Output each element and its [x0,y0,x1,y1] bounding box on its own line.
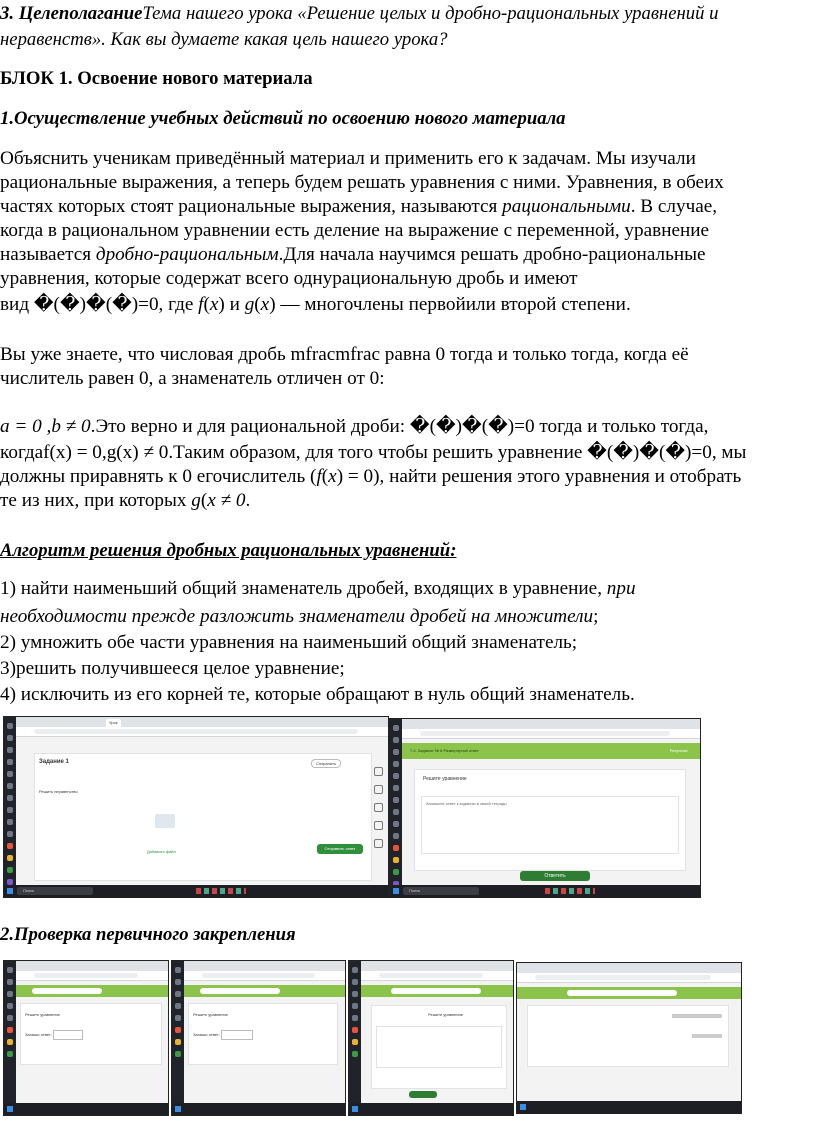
algorithm-step3: 3)решить получившееся целое уравнение; [0,658,345,679]
p3-l4-a: те из них, при которых [0,490,192,511]
p1-l7-g: g [244,294,255,315]
answer-button[interactable] [409,1091,437,1098]
task-tab-title[interactable]: 7.4. Задание № 8 Развернутый ответ [410,748,479,753]
p3-line4 [0,489,250,513]
sidebar [4,717,16,885]
task-header [16,985,168,997]
step1-italic: при [606,578,636,599]
task-header [184,985,345,997]
sidebar [4,961,16,1103]
algorithm-step1-cont [0,605,599,629]
taskbar-search[interactable]: Поиск [17,887,93,895]
p1-l7-f: f [198,294,204,315]
answer-button[interactable]: Ответить [520,871,590,881]
taskbar [172,1103,345,1115]
small-answer: Запиши ответ: [25,1032,52,1037]
side-tools[interactable] [374,767,382,857]
image-icon [155,814,175,828]
p1-l7-and: ) и [218,294,245,315]
task-prompt: Решите уравнение [423,776,467,782]
p1-l7-x1: x [209,294,219,315]
address-bar[interactable] [361,971,513,981]
address-bar[interactable] [517,973,741,983]
result-status[interactable]: Результат [669,748,688,753]
taskbar-search[interactable]: Поиск [403,887,479,895]
algorithm-step2: 2) умножить обе части уравнения на наименьший общий знаменатель; [0,632,578,653]
p3-l3-f: f [316,466,322,487]
term-rational: рациональными [502,196,631,217]
step1-italic-cont: необходимости прежде разложить знаменатели дробей на множители [0,606,594,627]
answer-input[interactable] [53,1030,83,1040]
p1-l3-c: . В случае, [630,196,718,217]
p1-l3-a: частях которых стоят рациональные выражения, называются [0,196,503,217]
task-card [20,1003,162,1065]
taskbar [4,1103,168,1115]
p1-line2: рациональные выражения, а теперь будем решать уравнения с ними. Уравнения, в обеих [0,172,724,193]
subheading-1: 1.Осуществление учебных действий по освоению нового материала [0,108,566,129]
p2-line2: числитель равен 0, а знаменатель отличен от 0: [0,368,385,389]
task-card [371,1005,507,1089]
section3-topic: Тема нашего урока «Решение целых и дробно-рациональных уравнений и [142,3,719,24]
p1-l7-par2: ( [254,294,261,315]
step1-text: 1) найти наименьший общий знаменатель дробей, входящих в уравнение, [0,578,607,599]
subheading-2: 2.Проверка первичного закрепления [0,924,296,945]
send-answer-button[interactable]: Отправить ответ [317,844,363,854]
p1-l7-a: вид �(�)�(�)=0, где [0,294,199,315]
p1-l5-a: называется [0,244,96,265]
task-header [402,743,700,759]
p1-l5-c: .Для начала научимся решать дробно-рациональные [278,244,706,265]
task-header [361,985,513,997]
p3-line3 [0,465,741,489]
task-card [414,769,686,871]
browser-tabs[interactable] [16,961,168,971]
p3-l3-a: должны приравнять к 0 егочислитель ( [0,466,317,487]
p1-line3 [0,195,717,219]
start-icon[interactable] [7,888,13,894]
browser-tabs[interactable] [361,961,513,971]
taskbar [4,885,388,897]
browser-tabs[interactable] [16,717,388,727]
screenshot-small-1 [3,960,169,1116]
p3-l4-g: g [191,490,201,511]
small-prompt: Решите уравнение [193,1012,228,1017]
p1-line1: Объяснить ученикам приведённый материал и применить его к задачам. Мы изучали [0,148,696,169]
task-card [188,1003,338,1065]
answer-input[interactable] [221,1030,253,1040]
p2-line1: Вы уже знаете, что числовая дробь mfracmfrac равна 0 тогда и только тогда, когда её [0,344,689,365]
p3-l4-par: ( [200,490,208,511]
section3-line2: неравенств». Как вы думаете какая цель нашего урока? [0,29,448,50]
task-card [34,753,372,881]
step1-semicolon: ; [593,606,599,627]
sidebar [390,719,402,885]
address-bar[interactable] [184,971,345,981]
p3-l4-x: x ≠ 0 [207,490,246,511]
p1-l7-rest: ) — многочлены первойили второй степени. [269,294,631,315]
address-bar[interactable] [16,971,168,981]
small-prompt: Решите уравнение [25,1012,60,1017]
p1-l7-x2: x [260,294,270,315]
answer-hint: Запишите ответ к заданию в своей тетради [426,801,507,806]
tab-lesson[interactable]: Урок [106,719,121,727]
taskbar-apps[interactable] [545,888,595,894]
answer-area[interactable] [421,796,679,854]
sidebar [172,961,184,1103]
section3-title: 3. Целеполагание [0,3,143,24]
taskbar-apps[interactable] [196,888,246,894]
p1-l7-par1: ( [203,294,210,315]
task-title: Задание 1 [39,759,69,765]
p3-l4-dot: . [245,490,251,511]
address-bar[interactable] [402,729,700,739]
p1-line7 [0,293,631,317]
algorithm-step4: 4) исключить из его корней те, которые обращают в нуль общий знаменатель. [0,684,635,705]
p3-l3-rest: ) = 0), найти решения этого уравнения и отобрать [336,466,742,487]
task-header [517,987,741,999]
algorithm-heading: Алгоритм решения дробных рациональных уравнений: [0,540,457,561]
p1-line4: когда в рациональном уравнении есть деление на выражение с переменной, уравнение [0,220,710,241]
p3-l1-rest: .Это верно и для рациональной дроби: �(�)�(�)=0 тогда и только тогда, [90,416,709,437]
sidebar [349,961,361,1103]
address-bar[interactable] [16,727,388,737]
small-prompt: Решите уравнение [428,1012,463,1017]
screenshot-task8 [389,718,701,898]
screenshot-task1 [3,716,389,898]
taskbar [517,1101,741,1113]
p3-condition: a = 0 ,b ≠ 0 [0,416,91,437]
algorithm-step1 [0,577,636,601]
answer-area[interactable] [376,1026,502,1068]
screenshot-small-4 [516,962,742,1114]
p3-l3-par: ( [321,466,329,487]
browser-tabs[interactable] [402,719,700,729]
small-answer: Запиши ответ: [193,1032,220,1037]
p3-l3-x: x [328,466,337,487]
add-file-link[interactable]: Добавить файл [147,849,176,854]
browser-tabs[interactable] [184,961,345,971]
browser-tabs[interactable] [517,963,741,973]
p1-line6: уравнения, которые содержат всего однурациональную дробь и имеют [0,268,578,289]
p3-line2: когдаf(x) = 0,g(x) ≠ 0.Таким образом, для того чтобы решить уравнение �(�)�(�)=0, мы [0,442,747,463]
task-prompt: Решить неравенство [39,789,78,794]
start-icon[interactable] [393,888,399,894]
p3-line1 [0,415,708,439]
screenshot-small-2 [171,960,346,1116]
term-fractional: дробно-рациональным [95,244,279,265]
task-card [527,1005,729,1067]
taskbar [390,885,700,897]
section3-line1 [0,2,718,26]
save-small-button[interactable]: Сохранить [311,759,341,768]
p1-line5 [0,243,706,267]
screenshot-small-3 [348,960,514,1116]
taskbar [349,1103,513,1115]
block1-heading: БЛОК 1. Освоение нового материала [0,68,313,89]
